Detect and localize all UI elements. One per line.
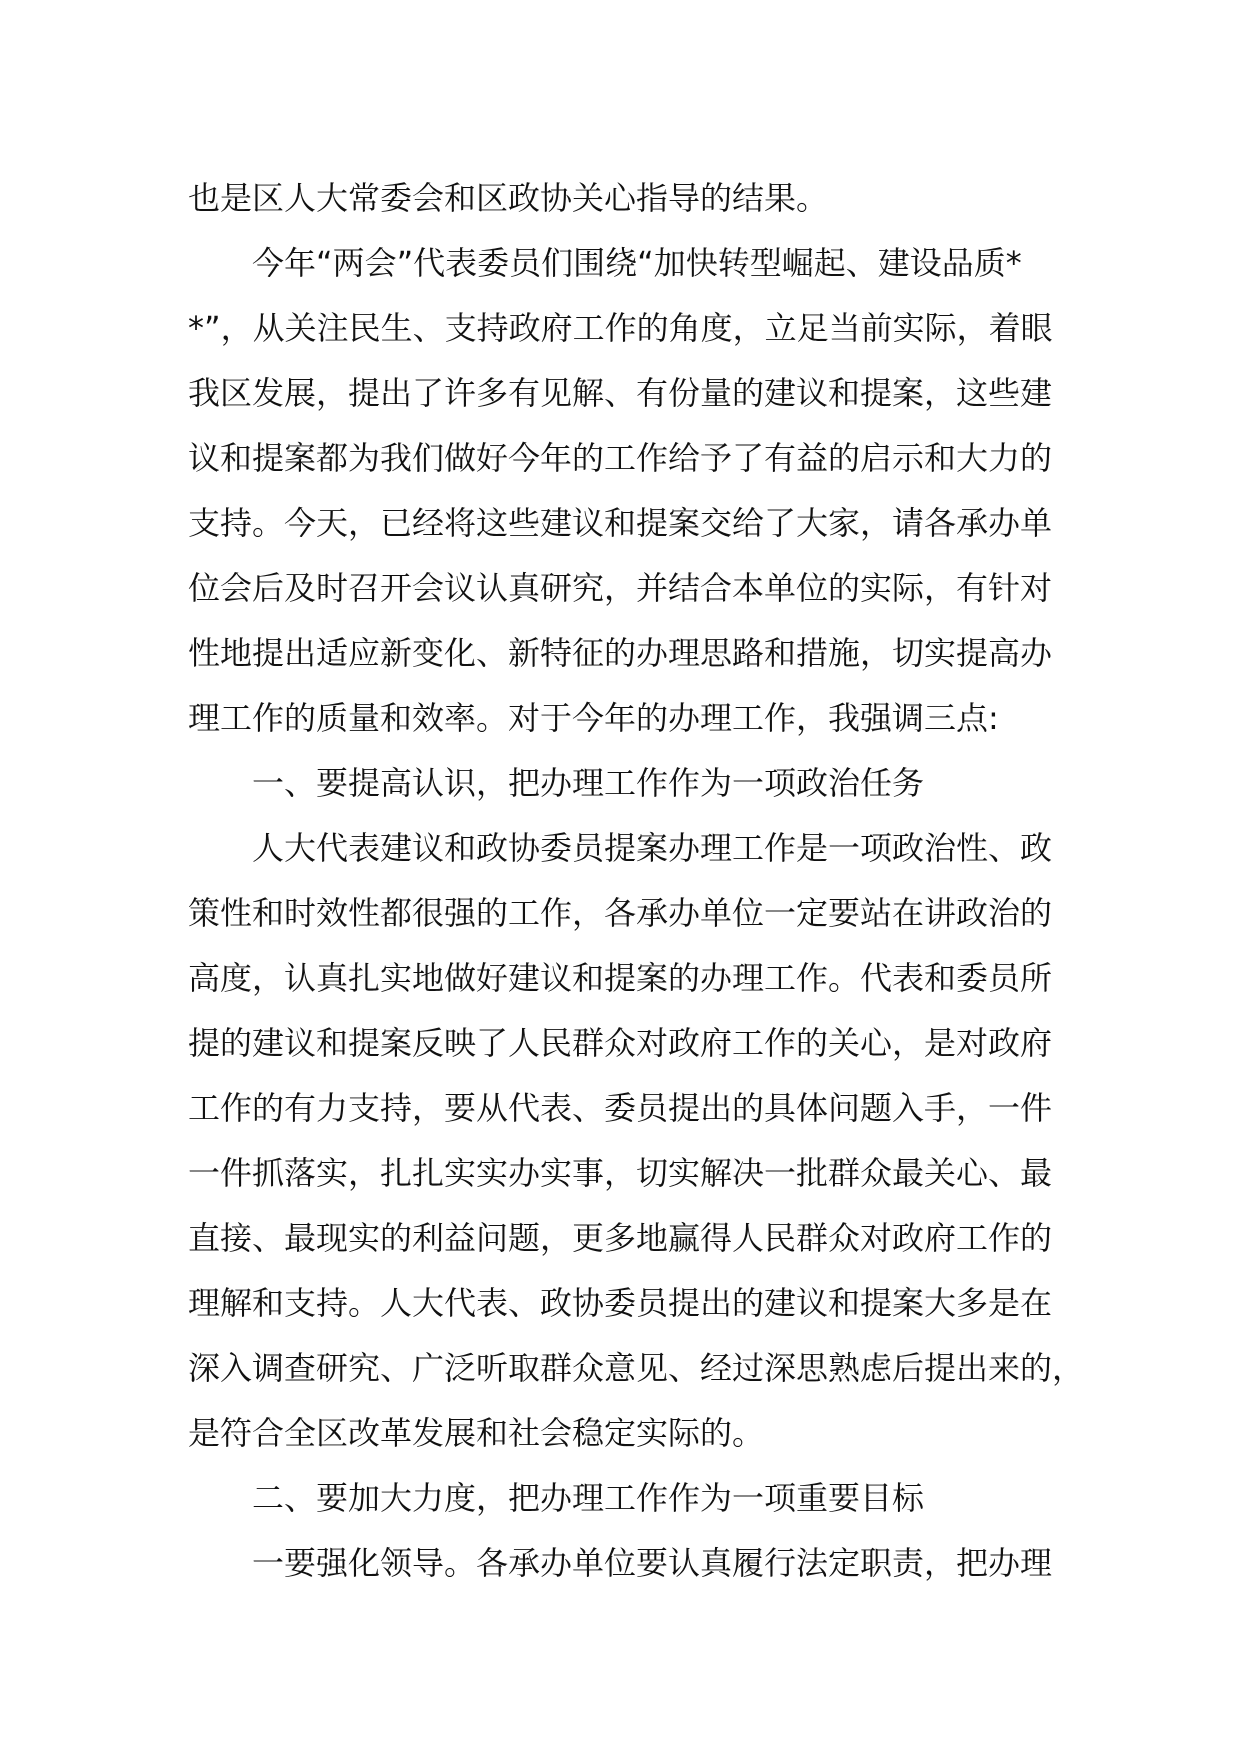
text-line: 支持。今天，已经将这些建议和提案交给了大家，请各承办单 xyxy=(188,504,1053,542)
text-line: 也是区人大常委会和区政协关心指导的结果。 xyxy=(188,179,829,217)
text-line: 高度，认真扎实地做好建议和提案的办理工作。代表和委员所 xyxy=(188,959,1053,997)
paragraph-start-line: 一要强化领导。各承办单位要认真履行法定职责，把办理 xyxy=(252,1544,1053,1582)
text-line: 工作的有力支持，要从代表、委员提出的具体问题入手，一件 xyxy=(188,1089,1053,1127)
text-line: 我区发展，提出了许多有见解、有份量的建议和提案，这些建 xyxy=(188,374,1053,412)
text-line: *”，从关注民生、支持政府工作的角度，立足当前实际，着眼 xyxy=(188,309,1053,347)
paragraph-start-line: 人大代表建议和政协委员提案办理工作是一项政治性、政 xyxy=(252,829,1053,867)
text-line: 是符合全区改革发展和社会稳定实际的。 xyxy=(188,1414,765,1452)
text-line: 直接、最现实的利益问题，更多地赢得人民群众对政府工作的 xyxy=(188,1219,1053,1257)
text-line: 性地提出适应新变化、新特征的办理思路和措施，切实提高办 xyxy=(188,634,1053,672)
text-line: 理解和支持。人大代表、政协委员提出的建议和提案大多是在 xyxy=(188,1284,1053,1322)
paragraph-start-line: 今年“两会”代表委员们围绕“加快转型崛起、建设品质* xyxy=(252,244,1022,282)
text-line: 提的建议和提案反映了人民群众对政府工作的关心，是对政府 xyxy=(188,1024,1053,1062)
text-line: 位会后及时召开会议认真研究，并结合本单位的实际，有针对 xyxy=(188,569,1053,607)
text-line: 理工作的质量和效率。对于今年的办理工作，我强调三点: xyxy=(188,699,999,737)
text-line: 一件抓落实，扎扎实实办实事，切实解决一批群众最关心、最 xyxy=(188,1154,1053,1192)
text-line: 深入调查研究、广泛听取群众意见、经过深思熟虑后提出来的， xyxy=(188,1349,1085,1387)
text-line: 策性和时效性都很强的工作，各承办单位一定要站在讲政治的 xyxy=(188,894,1053,932)
text-line: 议和提案都为我们做好今年的工作给予了有益的启示和大力的 xyxy=(188,439,1053,477)
section-heading-2: 二、要加大力度，把办理工作作为一项重要目标 xyxy=(252,1479,925,1517)
section-heading-1: 一、要提高认识，把办理工作作为一项政治任务 xyxy=(252,764,925,802)
document-body xyxy=(188,166,1085,1596)
